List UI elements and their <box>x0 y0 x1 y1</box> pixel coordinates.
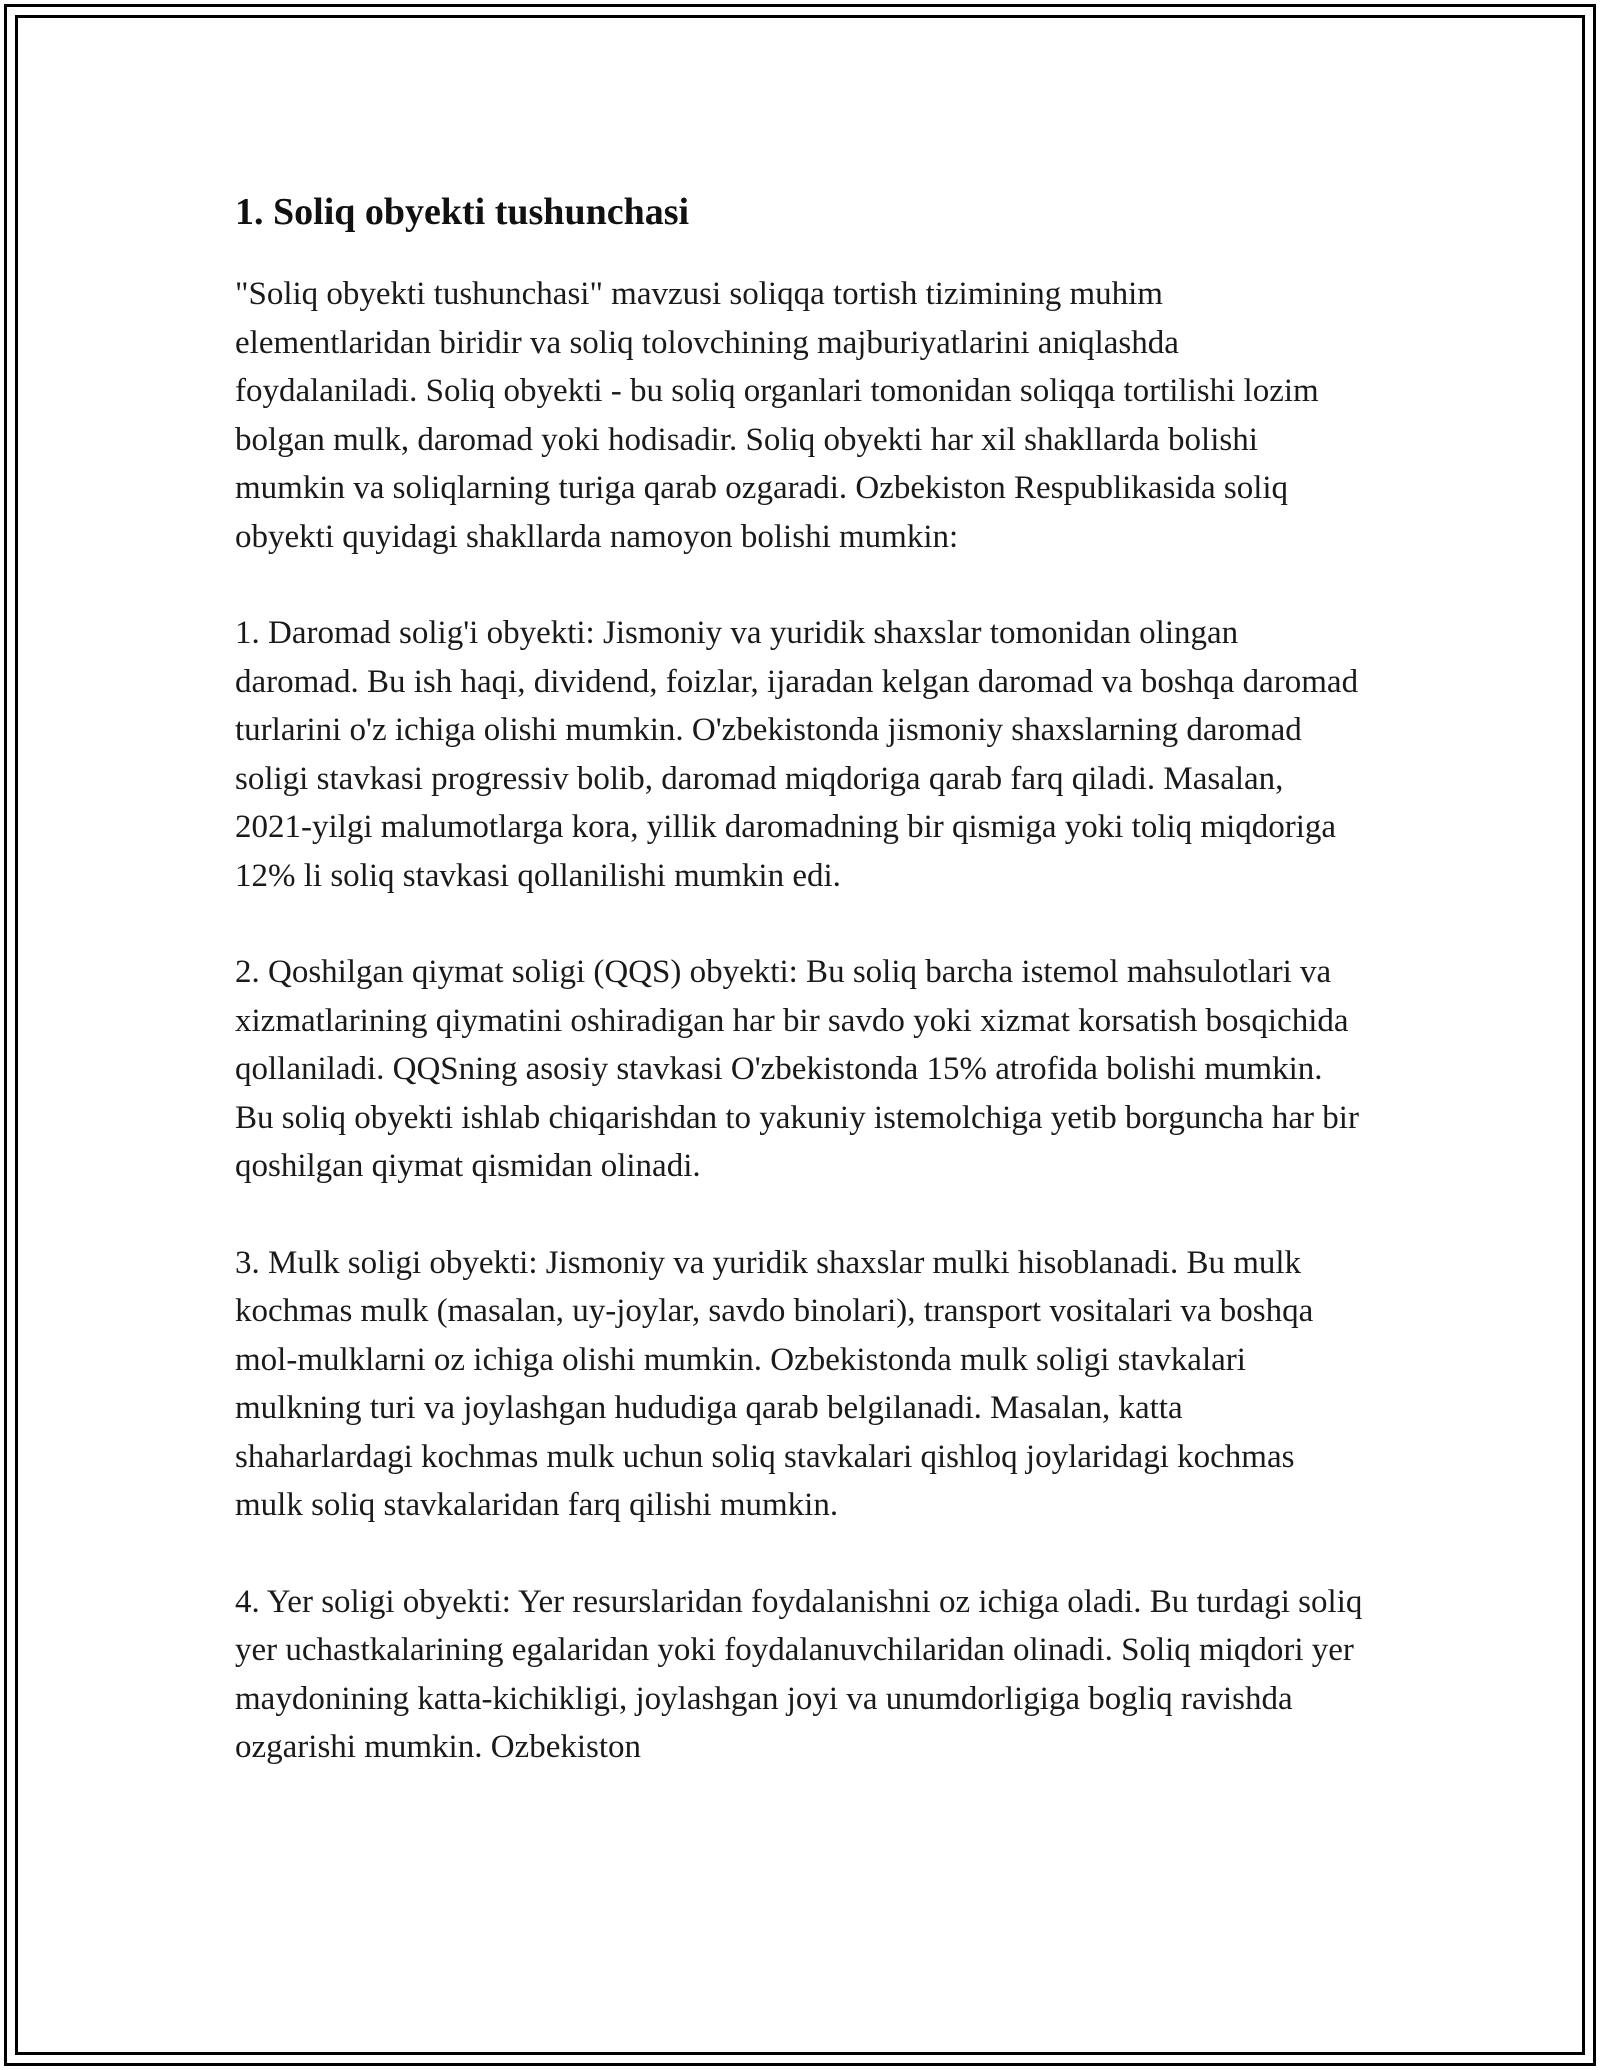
land-tax-paragraph: 4. Yer soligi obyekti: Yer resurslaridan foydalanishni oz ichiga oladi. Bu turdagi soliq yer uchastkalarining egalaridan yoki foydalanuvchilaridan olinadi. Soliq miqdori yer maydonining katta-kichikligi, joylashgan joyi va unumdorligiga bogliq ravishda ozgarishi mumkin. Ozbekiston <box>235 1583 1363 1765</box>
vat-paragraph: 2. Qoshilgan qiymat soligi (QQS) obyekti: Bu soliq barcha istemol mahsulotlari va xizmatlarining qiymatini oshiradigan har bir savdo yoki xizmat korsatish bosqichida qollaniladi. QQSning asosiy stavkasi O'zbekistonda 15% atrofida bolishi mumkin. Bu soliq obyekti ishlab chiqarishdan to yakuniy istemolchiga yetib borguncha har bir qoshilgan qiymat qismidan olinadi. <box>235 954 1359 1184</box>
document-body <box>235 186 1365 1820</box>
income-tax-paragraph: 1. Daromad solig'i obyekti: Jismoniy va yuridik shaxslar tomonidan olingan daromad. Bu ish haqi, dividend, foizlar, ijaradan kelgan daromad va boshqa daromad turlarini o'z ichiga olishi mumkin. O'zbekistonda jismoniy shaxslarning daromad soligi stavkasi progressiv bolib, daromad miqdoriga qarab farq qiladi. Masalan, 2021-yilgi malumotlarga kora, yillik daromadning bir qismiga yoki toliq miqdoriga 12% li soliq stavkasi qollanilishi mumkin edi. <box>235 615 1359 894</box>
property-tax-paragraph: 3. Mulk soligi obyekti: Jismoniy va yuridik shaxslar mulki hisoblanadi. Bu mulk kochmas mulk (masalan, uy-joylar, savdo binolari), transport vositalari va boshqa mol-mulklarni oz ichiga olishi mumkin. Ozbekistonda mulk soligi stavkalari mulkning turi va joylashgan hududiga qarab belgilanadi. Masalan, katta shaharlardagi kochmas mulk uchun soliq stavkalari qishloq joylaridagi kochmas mulk soliq stavkalaridan farq qilishi mumkin. <box>235 1244 1314 1523</box>
section-heading: 1. Soliq obyekti tushunchasi <box>235 191 690 233</box>
intro-paragraph: "Soliq obyekti tushunchasi" mavzusi soliqqa tortish tizimining muhim elementlaridan biridir va soliq tolovchining majburiyatlarini aniqlashda foydalaniladi. Soliq obyekti - bu soliq organlari tomonidan soliqqa tortilishi lozim bolgan mulk, daromad yoki hodisadir. Soliq obyekti har xil shakllarda bolishi mumkin va soliqlarning turiga qarab ozgaradi. Ozbekiston Respublikasida soliq obyekti quyidagi shakllarda namoyon bolishi mumkin: <box>235 276 1319 555</box>
